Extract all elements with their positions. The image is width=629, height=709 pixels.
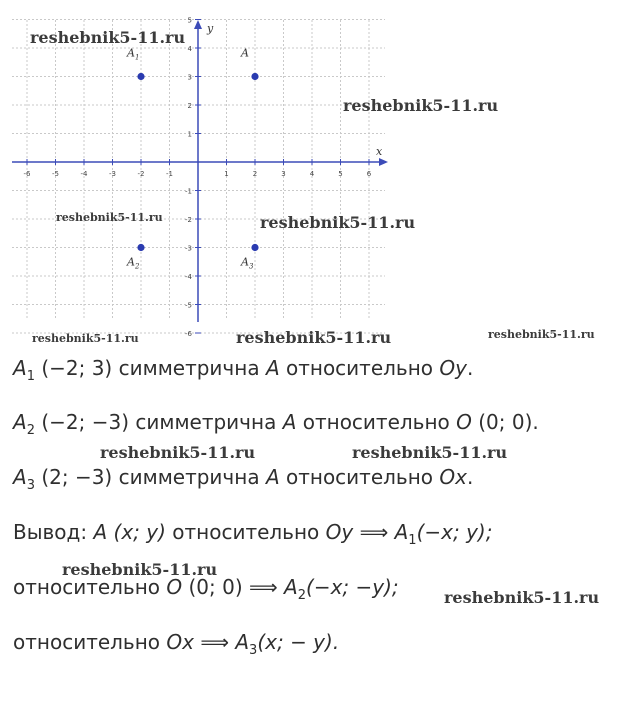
punct: .: [466, 356, 474, 380]
watermark: reshebnik5-11.ru: [32, 332, 139, 345]
point-name: A: [265, 465, 280, 489]
line-a2: [13, 410, 539, 438]
x-tick-label: 5: [338, 170, 343, 178]
y-tick-label: 3: [187, 73, 192, 82]
subscript: 1: [26, 369, 35, 384]
punct: .: [466, 465, 474, 489]
coords: (−2; −3): [41, 410, 129, 434]
y-tick-label: 4: [187, 45, 192, 53]
y-tick-label: 1: [187, 130, 192, 139]
point-label: [126, 256, 140, 271]
x-tick-label: -1: [166, 170, 173, 178]
point-a2: [137, 244, 144, 251]
axes: [12, 20, 388, 322]
watermark: reshebnik5-11.ru: [236, 328, 392, 347]
word: симметрична: [118, 356, 260, 380]
line-conclusion-3: [13, 630, 339, 658]
watermark: reshebnik5-11.ru: [56, 211, 163, 224]
point-name: A: [235, 630, 250, 654]
y-axis-arrow: [194, 20, 202, 29]
axis-name: Oy: [325, 520, 354, 544]
line-a3: [13, 465, 473, 493]
subscript: 3: [26, 478, 35, 493]
subscript: 2: [297, 588, 307, 603]
word: симметрична: [135, 410, 277, 434]
y-tick-label: -3: [185, 244, 192, 253]
point-name: A: [93, 520, 108, 544]
y-tick-label: -5: [185, 301, 192, 310]
x-tick-label: -5: [52, 170, 59, 178]
point-label-subscript: 1: [134, 53, 140, 62]
y-tick-label: -1: [185, 187, 192, 196]
watermark: reshebnik5-11.ru: [352, 443, 508, 462]
coords: (2; −3): [41, 465, 113, 489]
point-name: A: [394, 520, 409, 544]
y-axis-label: y: [207, 22, 214, 35]
line-conclusion-1: [13, 520, 492, 548]
point-label-letter: A: [127, 255, 135, 269]
point-label-subscript: 3: [248, 262, 254, 271]
x-tick-label: 3: [281, 170, 286, 178]
watermark: reshebnik5-11.ru: [260, 213, 416, 232]
point-label: [126, 47, 139, 62]
watermark: reshebnik5-11.ru: [100, 443, 256, 462]
y-tick-label: -6: [185, 330, 192, 338]
axis-name: Ox: [439, 465, 467, 489]
watermark: reshebnik5-11.ru: [488, 328, 595, 341]
watermark: reshebnik5-11.ru: [62, 560, 218, 579]
x-tick-label: -2: [137, 170, 145, 178]
coords: (−x; −y);: [306, 575, 399, 599]
word: Вывод:: [13, 520, 88, 544]
point-label-subscript: 2: [134, 262, 140, 271]
subscript: 1: [408, 533, 417, 548]
arrow: ⟹: [249, 575, 278, 599]
axis-name: Oy: [439, 356, 467, 380]
y-tick-label: -4: [185, 273, 192, 281]
y-tick-label: -2: [185, 216, 192, 224]
watermark: reshebnik5-11.ru: [30, 28, 186, 47]
point-label: [240, 256, 254, 271]
coords: (x; − y).: [257, 630, 340, 654]
point-name: A: [284, 575, 298, 599]
coords: (0; 0).: [478, 410, 539, 434]
point-name: A: [13, 410, 27, 434]
x-axis-label: x: [376, 145, 383, 158]
coords: (−2; 3): [41, 356, 113, 380]
point-name: A: [282, 410, 297, 434]
word: относительно: [285, 356, 434, 380]
point-name: A: [13, 465, 27, 489]
word: относительно: [13, 630, 161, 654]
arrow: ⟹: [200, 630, 229, 654]
point-label: [240, 47, 249, 60]
x-tick-label: 6: [366, 170, 372, 178]
y-tick-label: 2: [187, 102, 192, 110]
x-tick-label: 4: [309, 170, 315, 178]
coords: (−x; y);: [416, 520, 493, 544]
x-tick-label: 2: [252, 170, 258, 178]
subscript: 2: [26, 423, 35, 438]
word: симметрична: [118, 465, 260, 489]
y-tick-label: 5: [187, 16, 192, 25]
subscript: 3: [249, 643, 258, 658]
x-tick-label: 1: [224, 170, 229, 178]
point-a: [251, 73, 258, 80]
line-conclusion-2: [13, 575, 399, 603]
coords: (x; y): [113, 520, 166, 544]
word: относительно: [285, 465, 434, 489]
origin-name: O: [166, 575, 183, 599]
origin-name: O: [456, 410, 472, 434]
point-name: A: [13, 356, 27, 380]
point-label-letter: A: [241, 255, 249, 269]
x-tick-label: -4: [80, 170, 88, 178]
x-axis-arrow: [379, 158, 388, 166]
point-a1: [137, 73, 144, 80]
point-label-letter: A: [127, 46, 135, 60]
point-name: A: [265, 356, 280, 380]
word: относительно: [302, 410, 450, 434]
axis-name: Ox: [166, 630, 194, 654]
line-a1: [13, 356, 473, 384]
x-tick-label: -6: [23, 170, 31, 178]
arrow: ⟹: [359, 520, 389, 544]
coords: (0; 0): [188, 575, 243, 599]
word: относительно: [172, 520, 320, 544]
x-tick-label: -3: [109, 170, 116, 178]
watermark: reshebnik5-11.ru: [444, 588, 600, 607]
points: [126, 47, 259, 271]
point-label-letter: A: [241, 46, 249, 60]
word: относительно: [13, 575, 161, 599]
point-a3: [251, 244, 258, 251]
watermark: reshebnik5-11.ru: [343, 96, 499, 115]
